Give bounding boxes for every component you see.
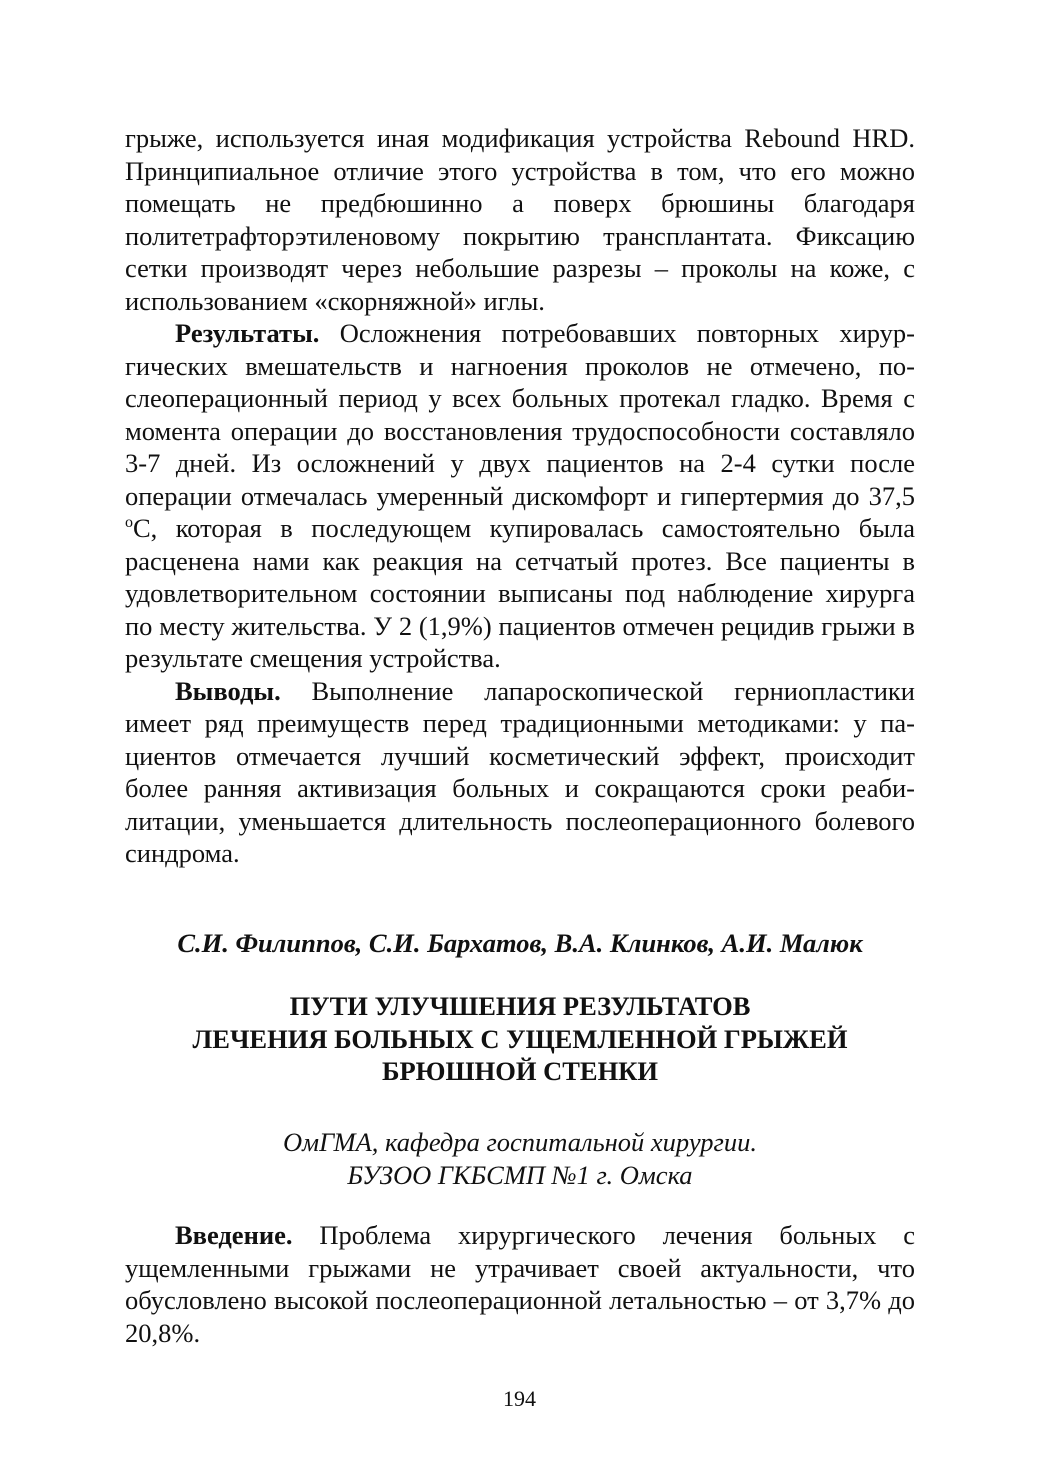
- affiliation-line-1: ОмГМА, кафедра госпитальной хирургии.: [283, 1127, 757, 1157]
- degree-sign: o: [125, 514, 133, 532]
- page-number: 194: [503, 1386, 536, 1411]
- conclusions-paragraph: [125, 675, 915, 870]
- title-line-2: ЛЕЧЕНИЯ БОЛЬНЫХ С УЩЕМЛЕННОЙ ГРЫЖЕЙ: [192, 1023, 848, 1054]
- results-paragraph: [125, 317, 915, 675]
- introduction-text: Проблема хирургического лечения больных с ущемленными грыжами не утрачивает своей актуальности, что обусловлено высокой послеоперационной летальностью – от 3,7% до 20,8%.: [125, 1220, 915, 1348]
- article-title: [125, 990, 915, 1088]
- paragraph-continuation: грыже, используется иная модификация устройства Rebound HRD. Принципиальное отличие этого устройства в том, что его можно помещать не предбюшинно а поверх брюшины благодаря политетрафторэтиленовому покрытию трансплантата. Фиксацию сетки производят через небольшие разрезы – проколы на коже, с использованием «скорняжной» иглы.: [125, 123, 915, 316]
- results-text-b: С, которая в последующем купировалась самостоятельно была расценена нами как реакция на сетчатый протез. Все пациенты в удовлетворительном состоянии выписаны под наблюдение хирурга по месту жительства. У 2 (1,9%) пациентов отмечен рецидив грыжи в результате смещения устройства.: [125, 513, 915, 673]
- conclusions-text: Выполнение лапароскопической герниопластики имеет ряд преимуществ перед традиционными методиками: у пациентов отмечается лучший косметический эффект, происходит более ранняя активизация больных и сокращаются сроки реабилитации, уменьшается длительность послеоперационного болевого синдрома.: [125, 675, 915, 868]
- article-affiliation: [125, 1126, 915, 1191]
- conclusions-lead: Выводы.: [175, 675, 281, 706]
- article-authors: С.И. Филиппов, С.И. Бархатов, В.А. Клинков, А.И. Малюк: [177, 928, 863, 958]
- title-line-3: БРЮШНОЙ СТЕНКИ: [381, 1056, 659, 1086]
- body-text: [125, 122, 915, 870]
- introduction-paragraph: [125, 1219, 915, 1349]
- introduction-section: [125, 1219, 915, 1349]
- results-text-a: Осложнения потребовавших повторных хирургических вмешательств и нагноения проколов не отмечено, послеоперационный период у всех больных протекал гладко. Время с момента операции до восстановления трудоспособности составляло 3-7 дней. Из осложнений у двух пациентов на 2-4 сутки после операции отмечалась умеренный дискомфорт и гипертермия до 37,5: [125, 318, 915, 511]
- affiliation-line-2: БУЗОО ГКБСМП №1 г. Омска: [347, 1159, 693, 1190]
- results-lead: Результаты.: [175, 318, 320, 348]
- introduction-lead: Введение.: [175, 1220, 293, 1250]
- title-line-1: ПУТИ УЛУЧШЕНИЯ РЕЗУЛЬТАТОВ: [289, 991, 751, 1021]
